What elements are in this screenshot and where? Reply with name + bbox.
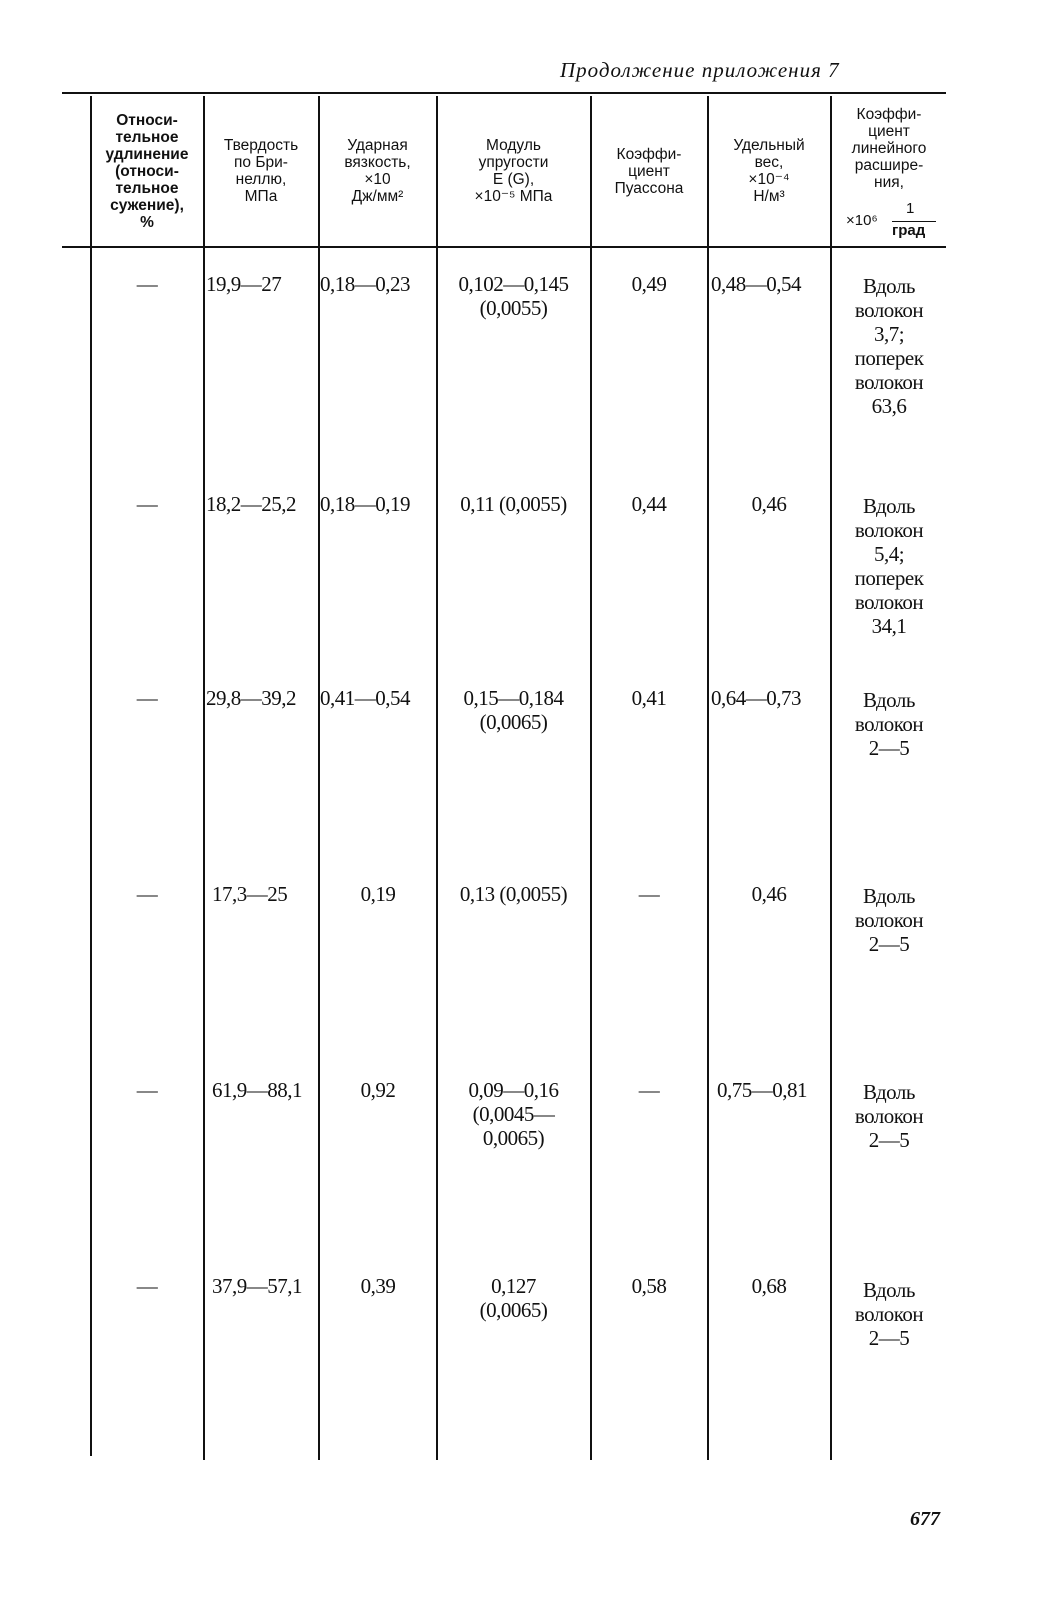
header-bottom-rule xyxy=(62,246,946,248)
table-cell: 0,44 xyxy=(631,492,667,516)
table-cell: 0,68 xyxy=(751,1274,787,1298)
table-cell: — xyxy=(136,686,158,710)
table-cell: 29,8—39,2 xyxy=(206,686,296,710)
table-cell: 37,9—57,1 xyxy=(212,1274,302,1298)
table-cell: 0,75—0,81 xyxy=(717,1078,807,1102)
table-cell: Вдоль волокон 2—5 xyxy=(854,1080,924,1152)
table-cell: 0,11 (0,0055) xyxy=(460,492,567,516)
unit-numerator: 1 xyxy=(906,200,915,217)
table-cell: — xyxy=(638,882,660,906)
table-cell: 0,49 xyxy=(631,272,667,296)
table-cell: 0,18—0,23 xyxy=(320,272,410,296)
column-divider xyxy=(203,96,205,1460)
column-header-elongation: Относи- тельное удлинение (относи- тельное сужение), % xyxy=(105,111,189,231)
column-divider xyxy=(90,96,92,1456)
table-cell: 0,09—0,16 (0,0045— 0,0065) xyxy=(468,1078,559,1150)
table-cell: — xyxy=(136,1274,158,1298)
running-head: Продолжение приложения 7 xyxy=(560,58,840,82)
column-divider xyxy=(590,96,592,1460)
column-header-impact-strength: Ударная вязкость, ×10 Дж/мм² xyxy=(344,137,411,205)
table-cell: 0,18—0,19 xyxy=(320,492,410,516)
column-header-elastic-modulus: Модуль упругости E (G), ×10⁻⁵ МПа xyxy=(474,137,553,205)
table-cell: 0,39 xyxy=(360,1274,396,1298)
table-cell: 0,41 xyxy=(631,686,667,710)
column-header-expansion-coefficient: Коэффи- циент линейного расшире- ния, xyxy=(851,105,927,191)
table-cell: — xyxy=(136,272,158,296)
table-cell: — xyxy=(136,492,158,516)
table-cell: 0,127 (0,0065) xyxy=(479,1274,548,1322)
table-cell: 0,19 xyxy=(360,882,396,906)
table-cell: 18,2—25,2 xyxy=(206,492,296,516)
table-cell: 0,48—0,54 xyxy=(711,272,801,296)
table-cell: Вдоль волокон 5,4; поперек волокон 34,1 xyxy=(854,494,924,638)
table-cell: 0,41—0,54 xyxy=(320,686,410,710)
table-cell: 61,9—88,1 xyxy=(212,1078,302,1102)
table-cell: Вдоль волокон 2—5 xyxy=(854,688,924,760)
column-divider xyxy=(707,96,709,1460)
column-divider xyxy=(318,96,320,1460)
table-cell: — xyxy=(136,1078,158,1102)
table-cell: 0,58 xyxy=(631,1274,667,1298)
column-header-specific-weight: Удельный вес, ×10⁻⁴ Н/м³ xyxy=(733,137,805,205)
table-cell: 0,92 xyxy=(360,1078,396,1102)
table-cell: Вдоль волокон 2—5 xyxy=(854,1278,924,1350)
table-top-rule xyxy=(62,92,946,94)
column-header-poisson-ratio: Коэффи- циент Пуассона xyxy=(614,145,684,197)
table-cell: Вдоль волокон 3,7; поперек волокон 63,6 xyxy=(854,274,924,418)
table-cell: 0,46 xyxy=(751,492,787,516)
table-cell: 0,13 (0,0055) xyxy=(459,882,568,906)
table-cell: 0,102—0,145 (0,0055) xyxy=(458,272,569,320)
table-cell: 0,15—0,184 (0,0065) xyxy=(463,686,564,734)
unit-prefix: ×10⁶ xyxy=(846,212,878,229)
page-number: 677 xyxy=(910,1508,940,1530)
column-header-brinell-hardness: Твердость по Бри- неллю, МПа xyxy=(223,137,299,205)
table-cell: Вдоль волокон 2—5 xyxy=(854,884,924,956)
table-cell: 0,64—0,73 xyxy=(711,686,801,710)
unit-denominator: град xyxy=(892,222,926,239)
table-cell: 0,46 xyxy=(751,882,787,906)
table-cell: — xyxy=(638,1078,660,1102)
table-cell: 17,3—25 xyxy=(212,882,288,906)
table-cell: — xyxy=(136,882,158,906)
table-cell: 19,9—27 xyxy=(206,272,282,296)
expansion-unit xyxy=(846,200,946,240)
